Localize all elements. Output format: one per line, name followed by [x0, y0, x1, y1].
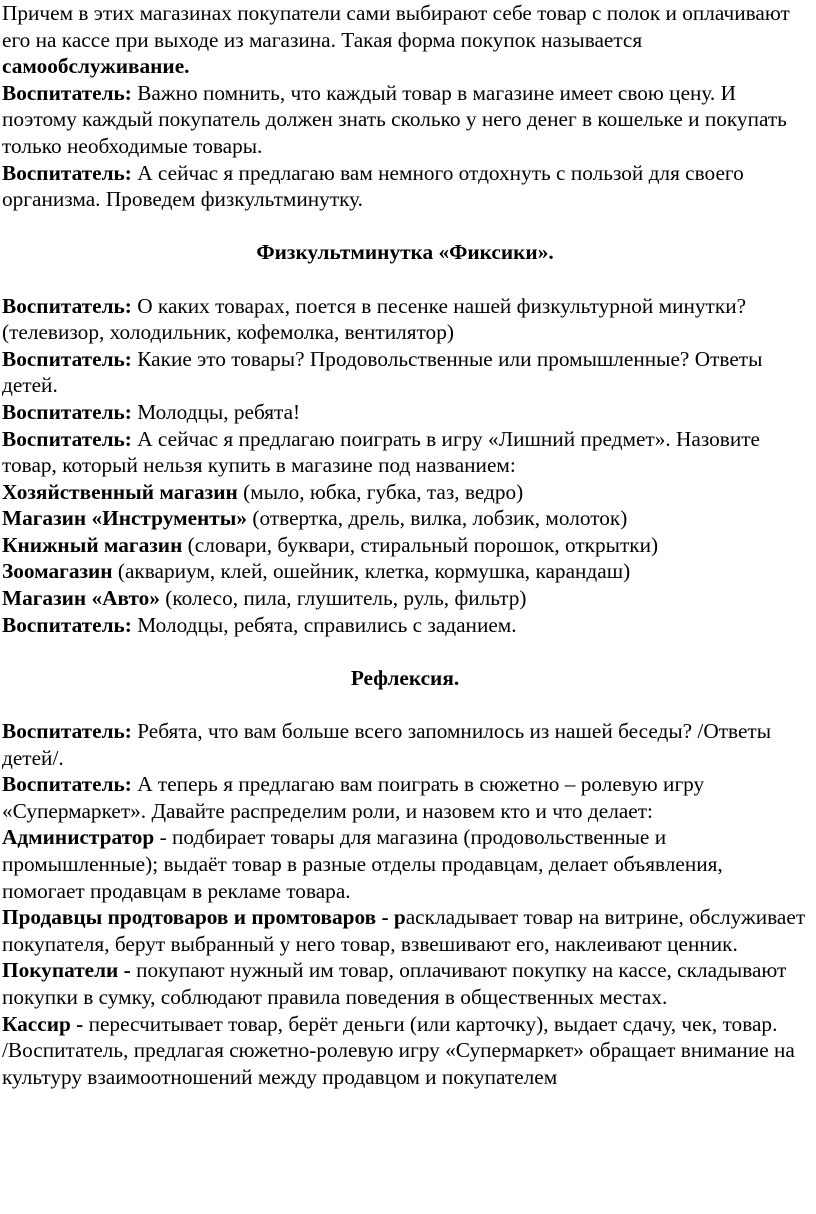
- text-run: Молодцы, ребята!: [131, 399, 301, 424]
- section-heading: Физкультминутка «Фиксики».: [256, 240, 554, 265]
- text-run: Молодцы, ребята, справились с заданием.: [131, 612, 517, 637]
- text-run: Причем в этих магазинах покупатели сами выбирают себе товар с полок и оплачивают его на кассе при выходе из магазина. Такая форма покупок называется: [2, 1, 790, 52]
- paragraph: [2, 904, 808, 957]
- text-run: /Воспитатель, предлагая сюжетно-ролевую игру «Супермаркет» обращает внимание на культуру взаимоотношений между продавцом и покупателем: [2, 1038, 795, 1089]
- text-run: (словари, буквари, стиральный порошок, открытки): [182, 532, 659, 557]
- bold-run: Воспитатель:: [2, 612, 132, 637]
- bold-run: Книжный магазин: [2, 532, 183, 557]
- paragraph: [2, 479, 808, 506]
- text-run: (отвертка, дрель, вилка, лобзик, молоток): [247, 506, 628, 531]
- bold-run: Воспитатель:: [2, 719, 132, 744]
- paragraph: [2, 612, 808, 639]
- text-run: (мыло, юбка, губка, таз, ведро): [237, 479, 524, 504]
- paragraph: [2, 160, 808, 213]
- text-run: А сейчас я предлагаю поиграть в игру «Лишний предмет». Назовите товар, который нельзя купить в магазине под названием:: [2, 426, 760, 478]
- text-run: Какие это товары? Продовольственные или промышленные? Ответы детей.: [2, 346, 763, 398]
- paragraph: [2, 532, 808, 559]
- bold-run: Воспитатель:: [2, 772, 132, 797]
- paragraph: [2, 0, 808, 80]
- bold-run: Магазин «Авто»: [2, 586, 160, 611]
- paragraph: [2, 426, 808, 479]
- bold-run: Воспитатель:: [2, 80, 132, 105]
- blank-line: [2, 691, 808, 718]
- paragraph: [2, 771, 808, 904]
- bold-run: Зоомагазин: [2, 559, 113, 584]
- paragraph: [2, 1011, 808, 1038]
- bold-run: Воспитатель:: [2, 293, 132, 318]
- bold-run: самообслуживание.: [2, 54, 190, 79]
- text-run: Важно помнить, что каждый товар в магазине имеет свою цену. И поэтому каждый покупатель должен знать сколько у него денег в кошельке и покупать только необходимые товары.: [2, 80, 787, 158]
- bold-run: Покупатели -: [2, 958, 131, 983]
- blank-line: [2, 266, 808, 293]
- paragraph: [2, 505, 808, 532]
- paragraph: [2, 399, 808, 426]
- bold-run: Кассир -: [2, 1011, 84, 1036]
- bold-run: Продавцы продтоваров и промтоваров - р: [2, 905, 406, 930]
- paragraph: [2, 585, 808, 612]
- bold-run: Администратор: [2, 825, 155, 850]
- paragraph: [2, 718, 808, 771]
- paragraph: [2, 80, 808, 160]
- blank-line: [2, 638, 808, 665]
- text-run: пересчитывает товар, берёт деньги (или карточку), выдает сдачу, чек, товар.: [83, 1011, 778, 1036]
- bold-run: Воспитатель:: [2, 426, 132, 451]
- text-run: О каких товарах, поется в песенке нашей физкультурной минутки? (телевизор, холодильник, кофемолка, вентилятор): [2, 293, 747, 345]
- text-run: (аквариум, клей, ошейник, клетка, кормушка, карандаш): [112, 559, 631, 584]
- paragraph: [2, 957, 808, 1010]
- blank-line: [2, 213, 808, 240]
- bold-run: Воспитатель:: [2, 399, 132, 424]
- text-run: покупают нужный им товар, оплачивают покупку на кассе, складывают покупки в сумку, соблюдают правила поведения в общественных местах.: [2, 958, 787, 1009]
- text-run: Ребята, что вам больше всего запомнилось из нашей беседы? /Ответы детей/.: [2, 719, 772, 770]
- paragraph: [2, 293, 808, 346]
- bold-run: Воспитатель:: [2, 346, 132, 371]
- text-run: - подбирает товары для магазина (продовольственные и промышленные); выдаёт товар в разные отделы продавцам, делает объявления, помогает продавцам в рекламе товара.: [2, 825, 723, 903]
- bold-run: Хозяйственный магазин: [2, 479, 238, 504]
- paragraph: [2, 346, 808, 399]
- paragraph: [2, 558, 808, 585]
- bold-run: Магазин «Инструменты»: [2, 506, 248, 531]
- section-heading: Рефлексия.: [350, 665, 460, 690]
- text-run: А сейчас я предлагаю вам немного отдохнуть с пользой для своего организма. Проведем физкультминутку.: [2, 160, 744, 212]
- text-run: А теперь я предлагаю вам поиграть в сюжетно – ролевую игру «Супермаркет». Давайте распределим роли, и назовем кто и что делает:: [2, 772, 705, 823]
- paragraph: [2, 1037, 808, 1090]
- text-run: (колесо, пила, глушитель, руль, фильтр): [159, 586, 527, 611]
- bold-run: Воспитатель:: [2, 160, 132, 185]
- text-run: аскладывает товар на витрине, обслуживает покупателя, берут выбранный у него товар, взвешивают его, наклеивают ценник.: [2, 905, 806, 956]
